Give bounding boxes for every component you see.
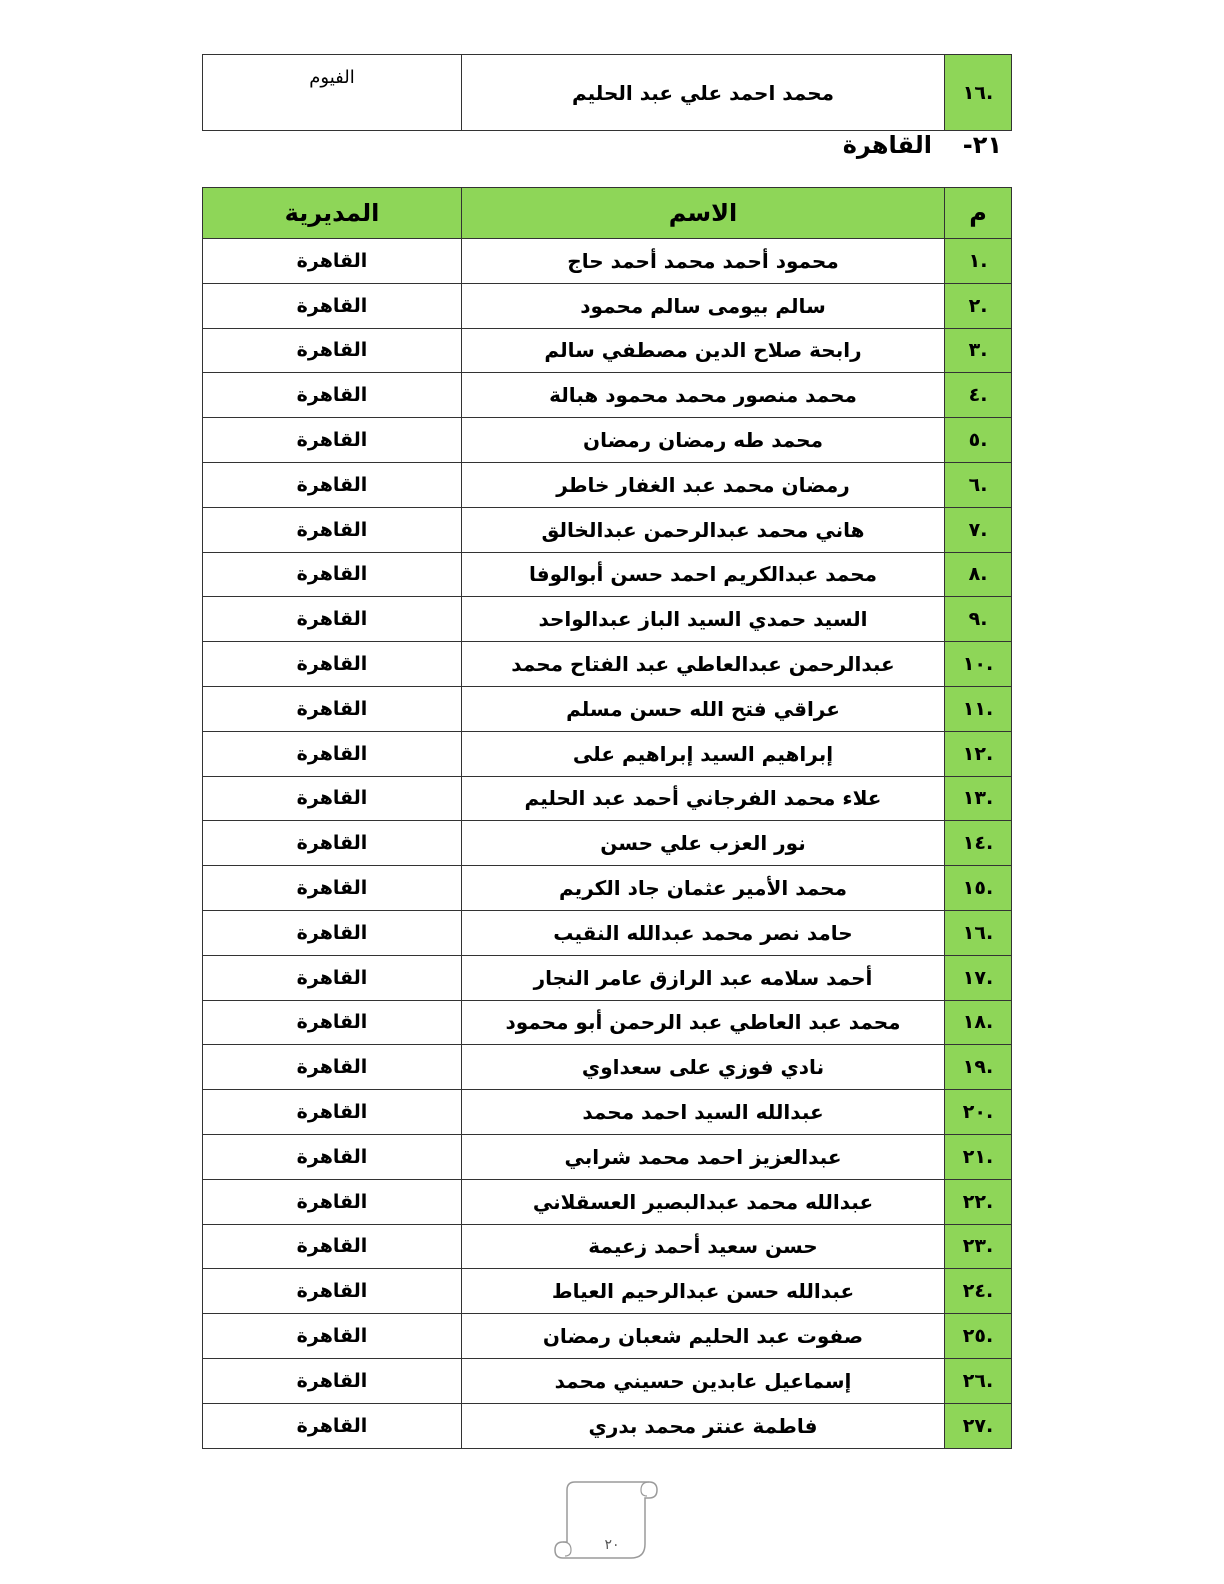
row-directorate: القاهرة [203, 1224, 462, 1269]
row-number: .٩ [945, 597, 1012, 642]
row-name: عراقي فتح الله حسن مسلم [462, 686, 945, 731]
row-number: .١٤ [945, 821, 1012, 866]
row-name: عبدالله السيد احمد محمد [462, 1090, 945, 1135]
table-row [203, 1134, 1012, 1179]
row-number: .١١ [945, 686, 1012, 731]
table-row [203, 507, 1012, 552]
row-name: عبدالله حسن عبدالرحيم العياط [462, 1269, 945, 1314]
page-number: ٢٠ [604, 1537, 620, 1553]
row-name: سالم بيومى سالم محمود [462, 283, 945, 328]
row-name: علاء محمد الفرجاني أحمد عبد الحليم [462, 776, 945, 821]
row-name: نادي فوزي على سعداوي [462, 1045, 945, 1090]
row-directorate: القاهرة [203, 731, 462, 776]
table-row [203, 821, 1012, 866]
row-directorate: القاهرة [203, 239, 462, 284]
row-number: .١٢ [945, 731, 1012, 776]
row-number: .٢٦ [945, 1358, 1012, 1403]
row-name: رابحة صلاح الدين مصطفي سالم [462, 328, 945, 373]
row-name: عبدالرحمن عبدالعاطي عبد الفتاح محمد [462, 642, 945, 687]
row-directorate: القاهرة [203, 1403, 462, 1448]
table-row [203, 910, 1012, 955]
row-number: .٢ [945, 283, 1012, 328]
row-number: .٢٢ [945, 1179, 1012, 1224]
row-name: إسماعيل عابدين حسيني محمد [462, 1358, 945, 1403]
table-row [203, 642, 1012, 687]
table-row [203, 776, 1012, 821]
table-row [203, 239, 1012, 284]
table-row [203, 462, 1012, 507]
row-name: رمضان محمد عبد الغفار خاطر [462, 462, 945, 507]
table-row [203, 1179, 1012, 1224]
row-directorate: القاهرة [203, 328, 462, 373]
row-number: .٦ [945, 462, 1012, 507]
table-row [203, 283, 1012, 328]
table-row [203, 1045, 1012, 1090]
row-number: .٢٥ [945, 1314, 1012, 1359]
row-number: .١٧ [945, 955, 1012, 1000]
row-directorate: القاهرة [203, 462, 462, 507]
section-title: القاهرة [842, 131, 932, 159]
row-number: .٨ [945, 552, 1012, 597]
row-name: محمد الأمير عثمان جاد الكريم [462, 866, 945, 911]
row-directorate: القاهرة [203, 373, 462, 418]
row-name: محمد طه رمضان رمضان [462, 418, 945, 463]
row-directorate: الفيوم [203, 55, 462, 131]
row-directorate: القاهرة [203, 1269, 462, 1314]
row-directorate: القاهرة [203, 1045, 462, 1090]
row-name: محمد عبد العاطي عبد الرحمن أبو محمود [462, 1000, 945, 1045]
row-name: محمد عبدالكريم احمد حسن أبوالوفا [462, 552, 945, 597]
row-name: محمد احمد علي عبد الحليم [462, 55, 945, 131]
row-directorate: القاهرة [203, 1134, 462, 1179]
row-name: إبراهيم السيد إبراهيم على [462, 731, 945, 776]
row-directorate: القاهرة [203, 1000, 462, 1045]
row-number: .١ [945, 239, 1012, 284]
table-row [203, 373, 1012, 418]
row-name: حسن سعيد أحمد زعيمة [462, 1224, 945, 1269]
row-name: عبدالعزيز احمد محمد شرابي [462, 1134, 945, 1179]
row-directorate: القاهرة [203, 283, 462, 328]
row-directorate: القاهرة [203, 642, 462, 687]
row-name: حامد نصر محمد عبدالله النقيب [462, 910, 945, 955]
row-number: .١٠ [945, 642, 1012, 687]
row-directorate: القاهرة [203, 597, 462, 642]
row-number: .١٥ [945, 866, 1012, 911]
table-row [203, 1403, 1012, 1448]
table-row [203, 552, 1012, 597]
row-number: .٢٤ [945, 1269, 1012, 1314]
cairo-names-table [202, 187, 1012, 1449]
row-number: .١٦ [945, 55, 1012, 131]
table-row [203, 866, 1012, 911]
row-directorate: القاهرة [203, 866, 462, 911]
table-row [203, 1358, 1012, 1403]
table-row [203, 1090, 1012, 1135]
row-directorate: القاهرة [203, 418, 462, 463]
table-row [203, 418, 1012, 463]
row-name: صفوت عبد الحليم شعبان رمضان [462, 1314, 945, 1359]
table-header-row [203, 188, 1012, 239]
previous-section-table [202, 54, 1012, 131]
row-directorate: القاهرة [203, 1314, 462, 1359]
row-directorate: القاهرة [203, 776, 462, 821]
table-row [203, 328, 1012, 373]
table-row [203, 1224, 1012, 1269]
table-row [203, 1000, 1012, 1045]
row-number: .١٦ [945, 910, 1012, 955]
table-row [203, 731, 1012, 776]
section-number: ٢١- [962, 131, 1002, 159]
table-row [203, 686, 1012, 731]
row-directorate: القاهرة [203, 955, 462, 1000]
table-row [203, 1269, 1012, 1314]
row-number: .٤ [945, 373, 1012, 418]
row-name: نور العزب علي حسن [462, 821, 945, 866]
row-number: .٢١ [945, 1134, 1012, 1179]
row-directorate: القاهرة [203, 821, 462, 866]
row-number: .١٩ [945, 1045, 1012, 1090]
row-directorate: القاهرة [203, 910, 462, 955]
row-number: .٥ [945, 418, 1012, 463]
row-name: محمود أحمد محمد أحمد حاج [462, 239, 945, 284]
row-directorate: القاهرة [203, 1179, 462, 1224]
header-directorate: المديرية [203, 188, 462, 239]
row-directorate: القاهرة [203, 507, 462, 552]
table-row [203, 55, 1012, 131]
row-name: السيد حمدي السيد الباز عبدالواحد [462, 597, 945, 642]
row-name: محمد منصور محمد محمود هبالة [462, 373, 945, 418]
row-number: .٧ [945, 507, 1012, 552]
section-heading [780, 126, 1002, 164]
table-row [203, 955, 1012, 1000]
row-number: .٢٣ [945, 1224, 1012, 1269]
row-directorate: القاهرة [203, 686, 462, 731]
row-directorate: القاهرة [203, 1090, 462, 1135]
row-number: .٢٧ [945, 1403, 1012, 1448]
row-name: فاطمة عنتر محمد بدري [462, 1403, 945, 1448]
row-name: أحمد سلامه عبد الرازق عامر النجار [462, 955, 945, 1000]
row-number: .٣ [945, 328, 1012, 373]
table-row [203, 597, 1012, 642]
row-directorate: القاهرة [203, 1358, 462, 1403]
row-number: .١٨ [945, 1000, 1012, 1045]
row-directorate: القاهرة [203, 552, 462, 597]
row-number: .١٣ [945, 776, 1012, 821]
header-number: م [945, 188, 1012, 239]
row-name: هاني محمد عبدالرحمن عبدالخالق [462, 507, 945, 552]
header-name: الاسم [462, 188, 945, 239]
row-number: .٢٠ [945, 1090, 1012, 1135]
row-name: عبدالله محمد عبدالبصير العسقلاني [462, 1179, 945, 1224]
table-row [203, 1314, 1012, 1359]
